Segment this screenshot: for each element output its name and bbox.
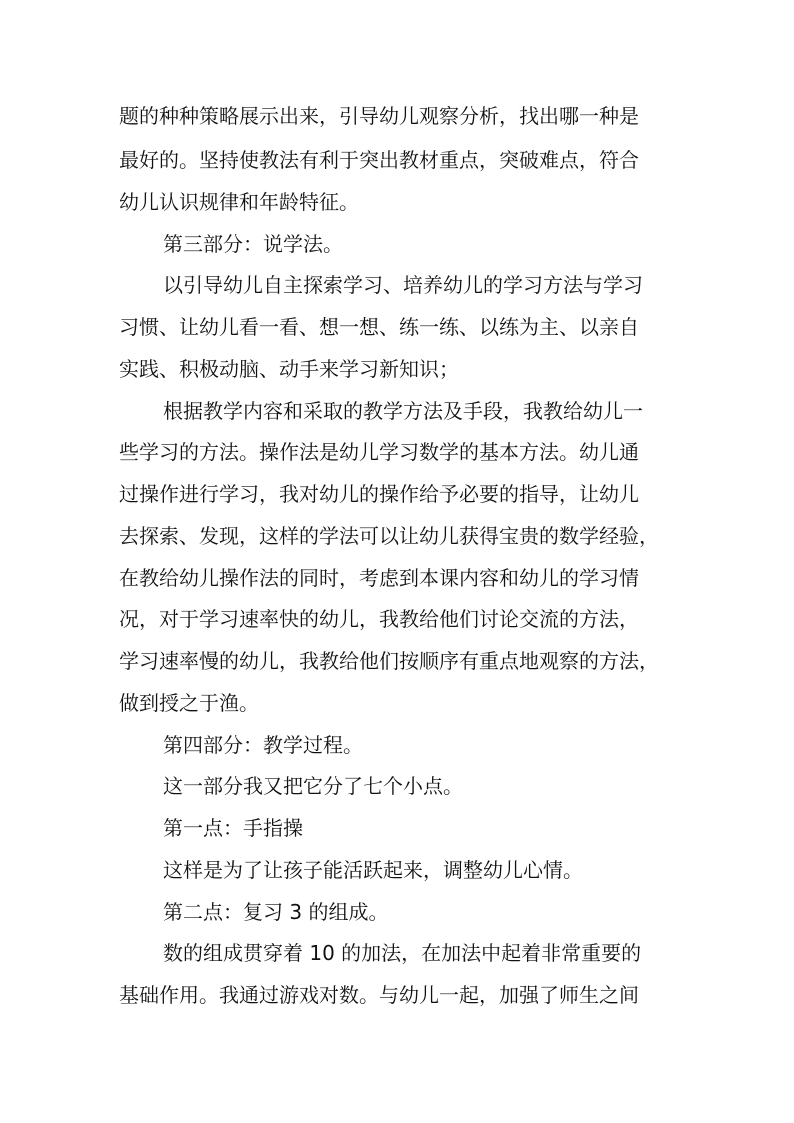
point-heading-2: 第二点：复习 3 的组成。 [163,900,389,924]
section-heading-3: 第三部分：说学法。 [163,232,343,256]
point-heading-1: 第一点：手指操 [163,816,303,840]
text-line-22: 基础作用。我通过游戏对数。与幼儿一起，加强了师生之间 [119,983,639,1007]
text-line-9: 些学习的方法。操作法是幼儿学习数学的基本方法。幼儿通 [119,440,639,464]
text-line-11: 去探索、发现，这样的学法可以让幼儿获得宝贵的数学经验， [119,524,659,548]
text-line-12: 在教给幼儿操作法的同时，考虑到本课内容和幼儿的学习情 [119,566,639,590]
text-line-8: 根据教学内容和采取的教学方法及手段，我教给幼儿一 [163,399,643,423]
text-line-7: 实践、积极动脑、动手来学习新知识； [119,357,459,381]
text-line-15: 做到授之于渔。 [119,691,259,715]
text-line-14: 学习速率慢的幼儿，我教给他们按顺序有重点地观察的方法， [119,649,659,673]
text-line-17: 这一部分我又把它分了七个小点。 [163,774,463,798]
text-line-13: 况，对于学习速率快的幼儿，我教给他们讨论交流的方法， [119,607,639,631]
text-line-5: 以引导幼儿自主探索学习、培养幼儿的学习方法与学习 [163,273,643,297]
section-heading-4: 第四部分：教学过程。 [163,733,363,757]
text-line-3: 幼儿认识规律和年龄特征。 [119,190,359,214]
text-line-10: 过操作进行学习，我对幼儿的操作给予必要的指导，让幼儿 [119,482,639,506]
text-line-2: 最好的。坚持使教法有利于突出教材重点，突破难点，符合 [119,148,639,172]
text-line-6: 习惯、让幼儿看一看、想一想、练一练、以练为主、以亲自 [119,315,639,339]
text-line-21: 数的组成贯穿着 10 的加法，在加法中起着非常重要的 [163,941,642,965]
text-line-19: 这样是为了让孩子能活跃起来，调整幼儿心情。 [163,858,583,882]
text-line-1: 题的种种策略展示出来，引导幼儿观察分析，找出哪一种是 [119,104,639,128]
